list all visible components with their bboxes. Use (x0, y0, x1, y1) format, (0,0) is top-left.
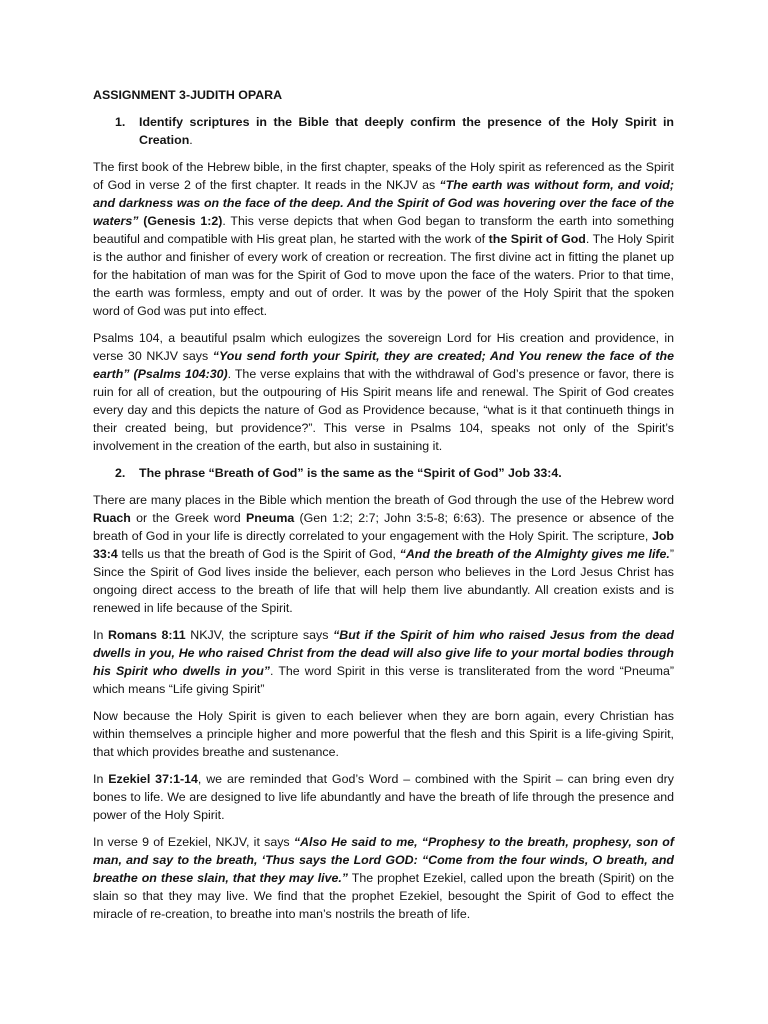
paragraph-born-again: Now because the Holy Spirit is given to each believer when they are born again, every Christian has within themselves a principle higher and more powerful that the flesh and this Spirit is a life-giving Spirit, that which provides breathe and sustenance. (93, 709, 674, 759)
document-title: ASSIGNMENT 3-JUDITH OPARA (93, 88, 283, 102)
question-number: 1. (115, 115, 126, 129)
paragraph-genesis: The first book of the Hebrew bible, in the first chapter, speaks of the Holy spirit as referenced as the Spirit of God in verse 2 of the first chapter. It reads in the NKJV as “The earth was without form, and void; and darkness was on the face of the deep. And the Spirit of God was hovering over the face of the waters” (Genesis 1:2). This verse depicts that when God began to transform the earth into something beautiful and compatible with His great plan, he started with the work of the Spirit of God. The Holy Spirit is the author and finisher of every work of creation or recreation. The first divine act in fitting the planet up for the habitation of man was for the Spirit of God to move upon the face of the waters. Prior to that time, the earth was formless, empty and out of order. It was by the power of the Holy Spirit that the spoken word of God was put into effect. (93, 160, 675, 318)
paragraph-romans: In Romans 8:11 NKJV, the scripture says “But if the Spirit of him who raised Jesus from the dead dwells in you, He who raised Christ from the dead will also give life to your mortal bodies through his Spirit who dwells in you”. The word Spirit in this verse is transliterated from the word “Pneuma” which means “Life giving Spirit” (93, 628, 675, 696)
paragraph-breath-of-god: There are many places in the Bible which mention the breath of God through the use of the Hebrew word Ruach or the Greek word Pneuma (Gen 1:2; 2:7; John 3:5-8; 6:63). The presence or absence of the breath of God in your life is directly correlated to your engagement with the Holy Spirit. The scripture, Job 33:4 tells us that the breath of God is the Spirit of God, “And the breath of the Almighty gives me life.” Since the Spirit of God lives inside the believer, each person who believes in the Lord Jesus Christ has ongoing direct access to the breath of life that will help them live abundantly. All creation exists and is renewed in life because of the Spirit. (93, 493, 674, 615)
paragraph-ezekiel: In Ezekiel 37:1-14, we are reminded that God’s Word – combined with the Spirit – can bring even dry bones to life. We are designed to live life abundantly and have the breath of life through the presence and power of the Holy Spirit. (93, 772, 675, 822)
question-text: The phrase “Breath of God” is the same as the “Spirit of God” Job 33:4. (139, 466, 562, 480)
question-2 (93, 464, 674, 482)
paragraph-ezekiel-verse-9: In verse 9 of Ezekiel, NKJV, it says “Also He said to me, “Prophesy to the breath, prophesy, son of man, and say to the breath, ‘Thus says the Lord GOD: “Come from the four winds, O breath, and breathe on these slain, that they may live.” The prophet Ezekiel, called upon the breath (Spirit) on the slain so that they may live. We find that the prophet Ezekiel, besought the Spirit of God to effect the miracle of re-creation, to breathe into man’s nostrils the breath of life. (93, 835, 675, 921)
question-1 (93, 113, 674, 149)
document-page (93, 86, 674, 932)
question-number: 2. (115, 466, 126, 480)
question-text: Identify scriptures in the Bible that deeply confirm the presence of the Holy Spirit in Creation. (139, 115, 674, 147)
paragraph-psalms: Psalms 104, a beautiful psalm which eulogizes the sovereign Lord for His creation and providence, in verse 30 NKJV says “You send forth your Spirit, they are created; And You renew the face of the earth” (Psalms 104:30). The verse explains that with the withdrawal of God’s presence or favor, there is ruin for all of creation, but the outpouring of His Spirit means life and renewal. The Spirit of God creates every day and this depicts the nature of God as Providence because, “what is it that continueth things in their created being, but providence?”. This verse in Psalms 104, speaks not only of the Spirit’s involvement in the creation of the earth, but also in sustaining it. (93, 331, 674, 453)
